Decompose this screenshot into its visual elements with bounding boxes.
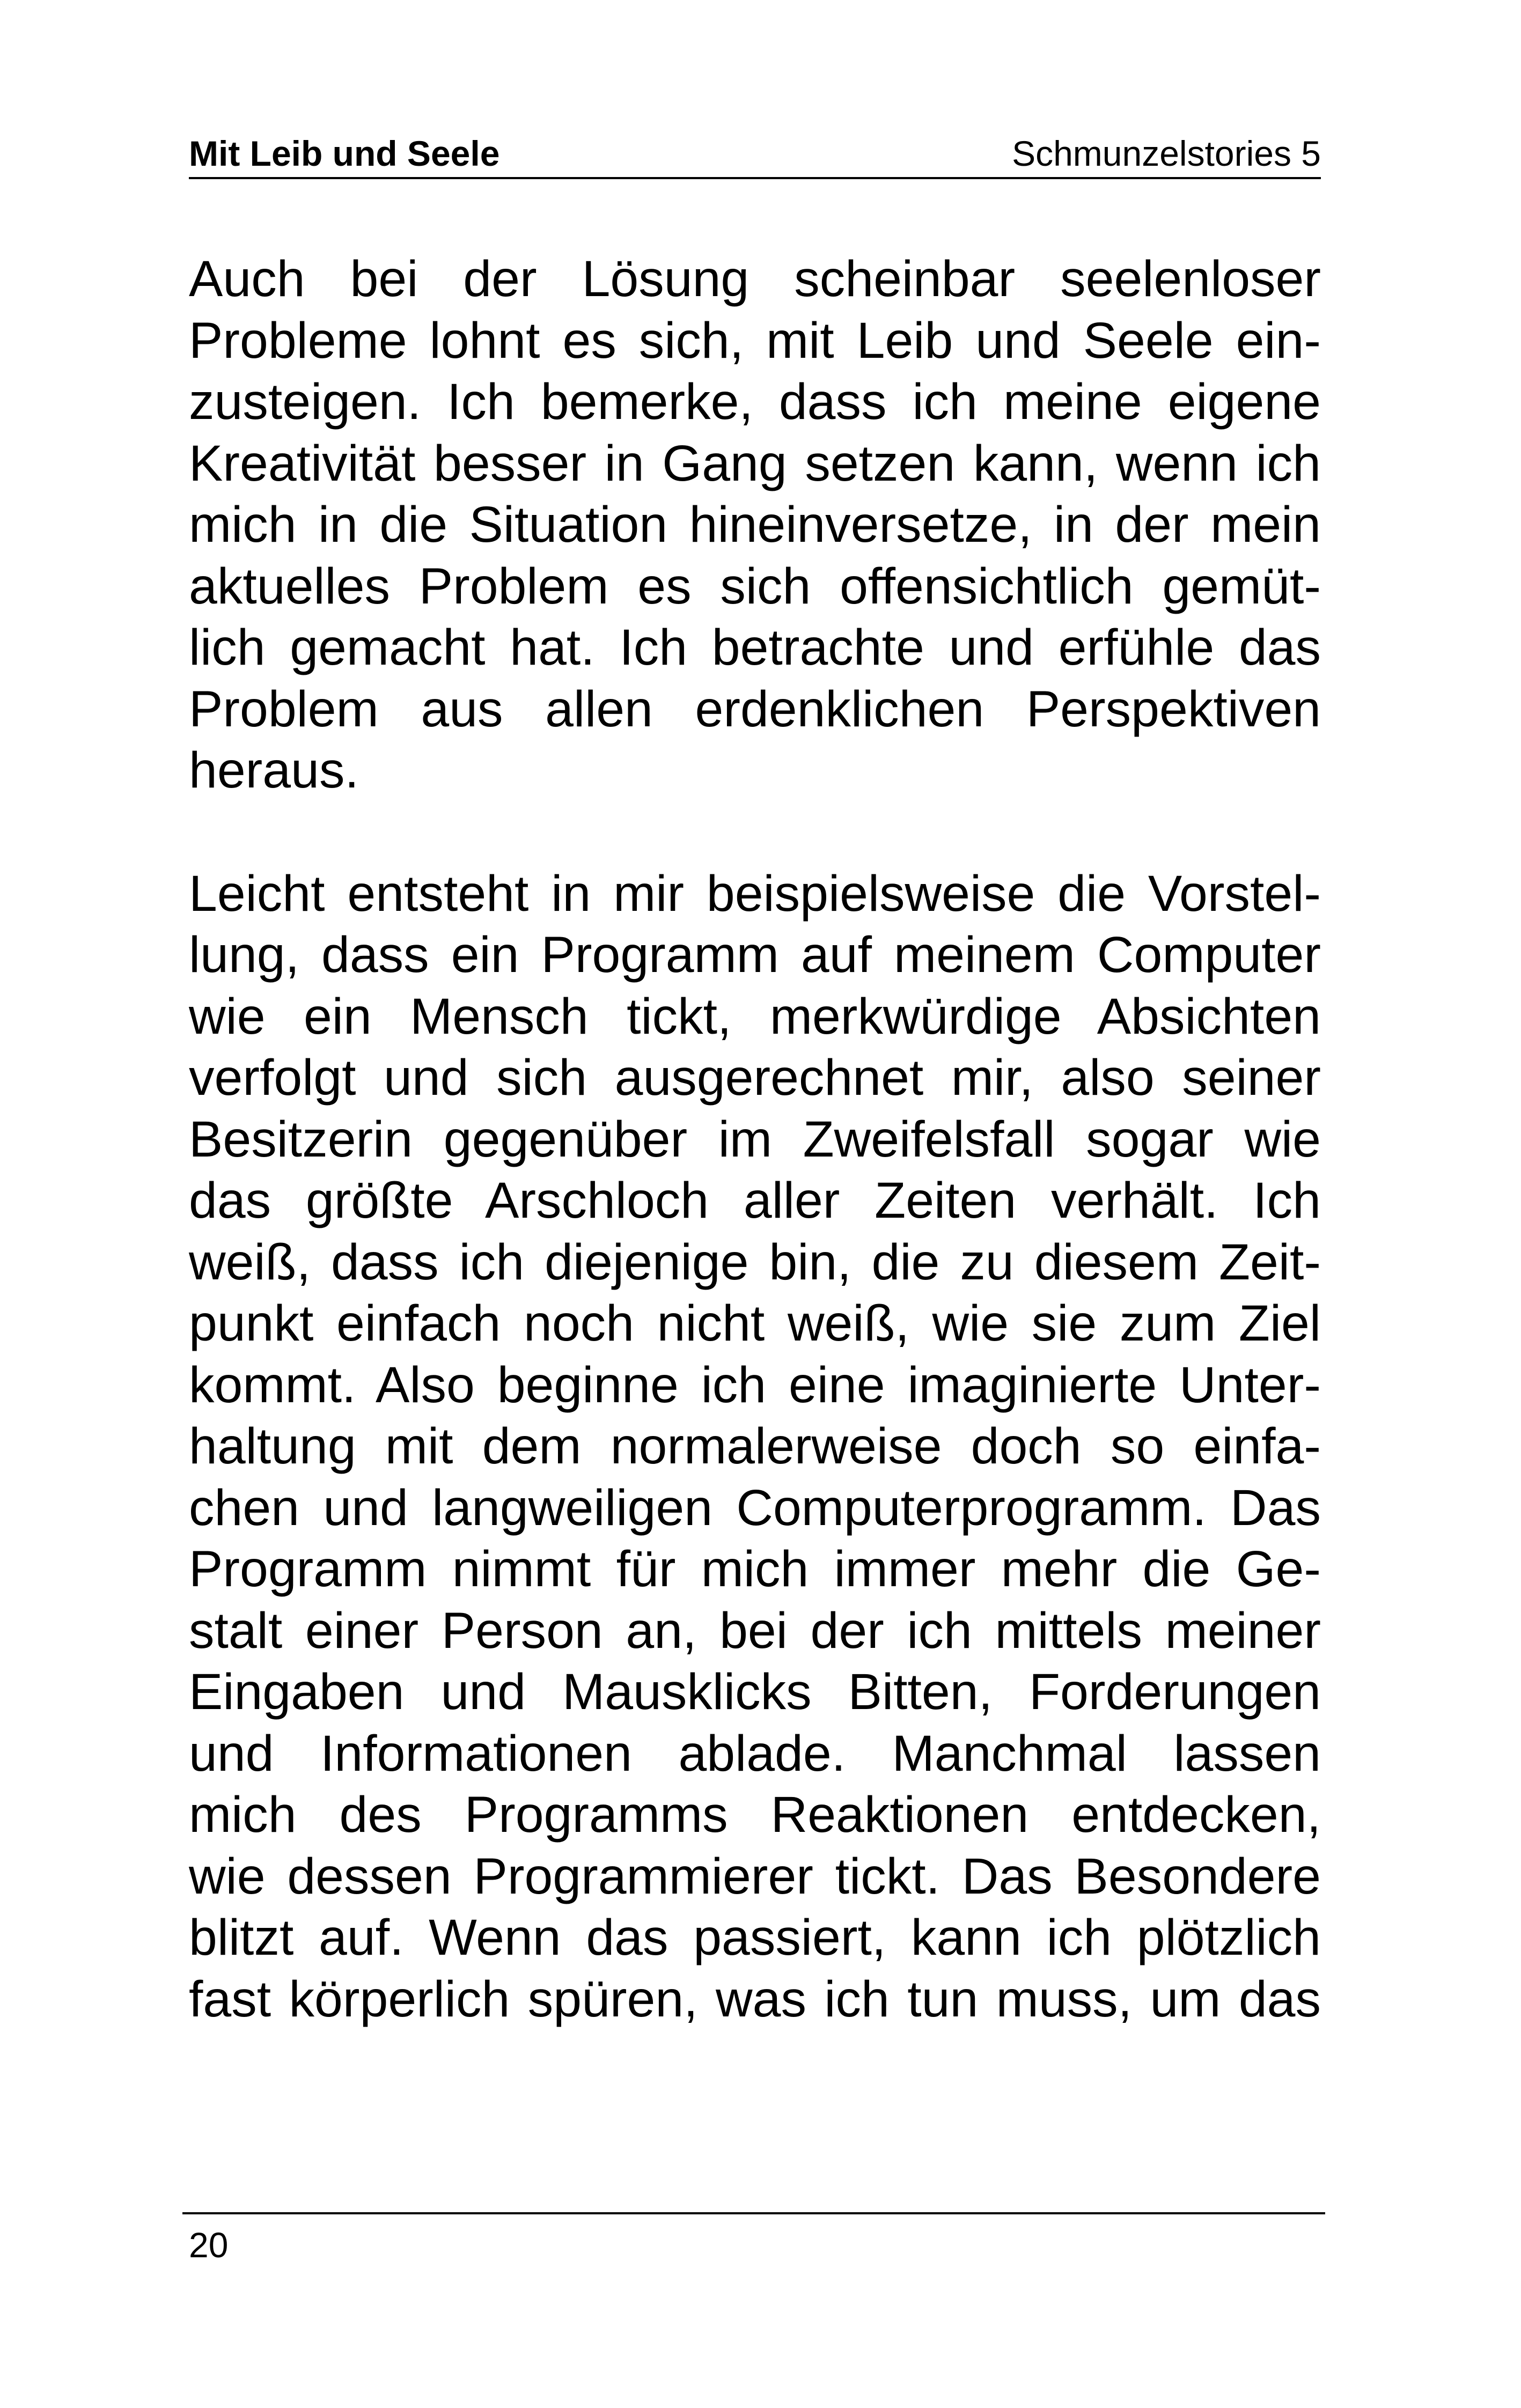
- text-line: Besitzerin gegenüber im Zweifelsfall sogar wie: [189, 1110, 1321, 1168]
- text-line: aktuelles Problem es sich offensichtlich gemüt-: [189, 557, 1321, 615]
- text-line: punkt einfach noch nicht weiß, wie sie zum Ziel: [189, 1295, 1321, 1352]
- text-line: Probleme lohnt es sich, mit Leib und Seele ein-: [189, 312, 1321, 369]
- text-line: blitzt auf. Wenn das passiert, kann ich plötzlich: [189, 1909, 1321, 1966]
- text-line: haltung mit dem normalerweise doch so einfa-: [189, 1418, 1321, 1475]
- text-line: wie dessen Programmierer tickt. Das Besondere: [189, 1847, 1321, 1905]
- text-line: und Informationen ablade. Manchmal lassen: [189, 1725, 1321, 1782]
- text-line: fast körperlich spüren, was ich tun muss, um das: [189, 1970, 1321, 2028]
- chapter-title: Mit Leib und Seele: [189, 134, 500, 173]
- text-line: Problem aus allen erdenklichen Perspektiven: [189, 680, 1321, 738]
- text-line: mich in die Situation hineinversetze, in der mein: [189, 496, 1321, 553]
- paragraph-2: [189, 863, 1321, 2030]
- text-line: kommt. Also beginne ich eine imaginierte Unter-: [189, 1356, 1321, 1413]
- text-line: Programm nimmt für mich immer mehr die Ge-: [189, 1541, 1321, 1597]
- text-line: heraus.: [189, 742, 359, 799]
- text-line: Auch bei der Lösung scheinbar seelenloser: [189, 251, 1321, 307]
- text-line: Eingaben und Mausklicks Bitten, Forderungen: [189, 1663, 1321, 1720]
- text-line: zusteigen. Ich bemerke, dass ich meine eigene: [189, 373, 1321, 430]
- text-line: wie ein Mensch tickt, merkwürdige Absichten: [189, 988, 1321, 1045]
- footer-rule: [182, 2212, 1325, 2214]
- text-line: chen und langweiligen Computerprogramm. Das: [189, 1479, 1321, 1536]
- paragraph-spacer: [189, 801, 1321, 863]
- header-rule: [189, 177, 1321, 179]
- text-line: verfolgt und sich ausgerechnet mir, also seiner: [189, 1049, 1321, 1106]
- body-text: [189, 248, 1321, 2030]
- running-header: [189, 129, 1321, 182]
- text-line: stalt einer Person an, bei der ich mittels meiner: [189, 1602, 1321, 1659]
- text-line: Kreativität besser in Gang setzen kann, wenn ich: [189, 435, 1321, 492]
- text-line: lung, dass ein Programm auf meinem Computer: [189, 926, 1321, 983]
- text-line: mich des Programms Reaktionen entdecken,: [189, 1786, 1321, 1843]
- book-title: Schmunzelstories 5: [1012, 134, 1321, 173]
- text-line: das größte Arschloch aller Zeiten verhält. Ich: [189, 1172, 1321, 1229]
- paragraph-1: [189, 248, 1321, 801]
- text-line: lich gemacht hat. Ich betrachte und erfühle das: [189, 619, 1321, 676]
- page-number: 20: [189, 2225, 229, 2265]
- text-line: weiß, dass ich diejenige bin, die zu diesem Zeit-: [189, 1233, 1321, 1291]
- text-line: Leicht entsteht in mir beispielsweise die Vorstel-: [189, 865, 1321, 922]
